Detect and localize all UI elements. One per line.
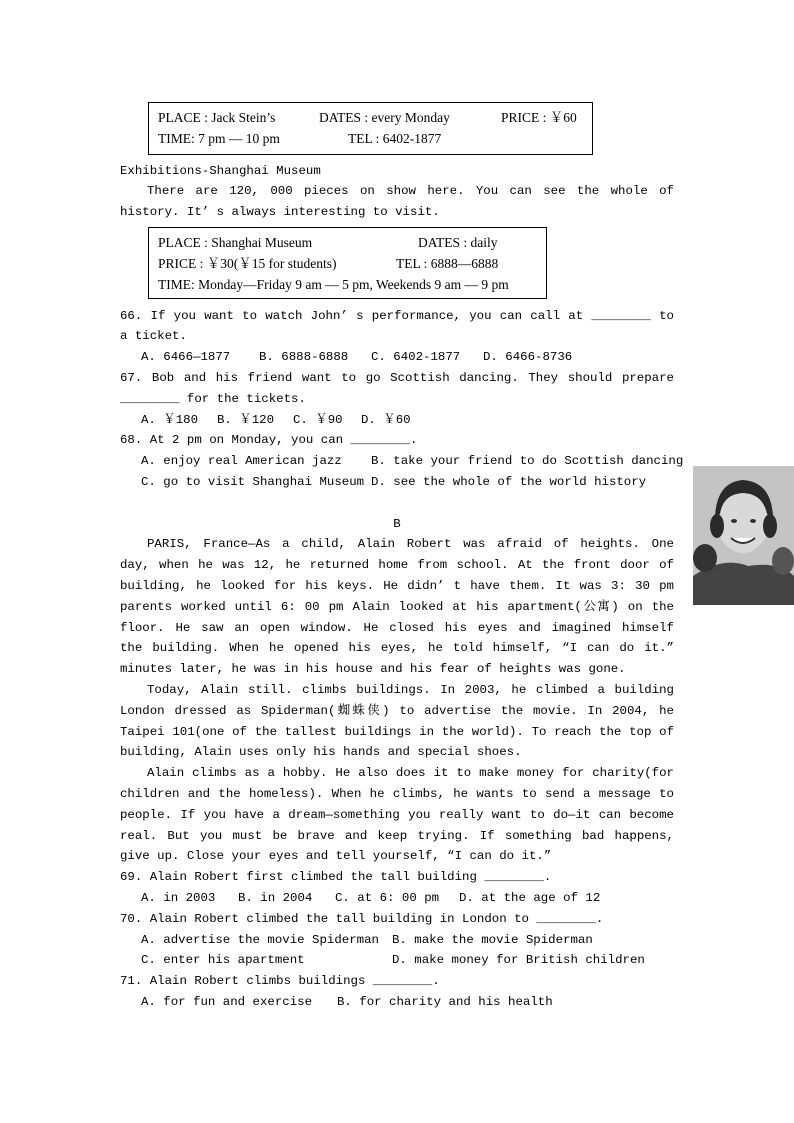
option: B. 6888-6888 [259, 350, 349, 365]
options-70 [120, 950, 674, 971]
passage-line: people. If you have a dream—something you really want to do—it can become [120, 807, 674, 822]
question-67: 67. Bob and his friend want to go Scottish dancing. They should prepare [120, 370, 674, 385]
question-68: 68. At 2 pm on Monday, you can ________. [120, 433, 418, 448]
questions-a [120, 306, 684, 1013]
place: PLACE : Jack Stein’s [158, 110, 276, 125]
price: PRICE : ￥60 [501, 110, 577, 125]
option: B. make the movie Spiderman [392, 932, 593, 947]
passage-line: children and the homeless). When he climbs, he wants to send a message to [120, 786, 674, 801]
passage-line: floor. He saw an open window. He closed his eyes and imagined himself [120, 620, 674, 635]
option: C. ￥90 [293, 412, 343, 427]
options-69 [120, 888, 674, 909]
option: A. ￥180 [141, 412, 199, 427]
question-66: a ticket. [120, 329, 187, 344]
exhibition-section [120, 161, 674, 223]
question-70: 70. Alain Robert climbed the tall building in London to ________. [120, 911, 604, 926]
exhibition-title: Exhibitions-Shanghai Museum [120, 163, 321, 178]
photo-climber [693, 466, 794, 605]
options-66 [120, 347, 674, 368]
question-69: 69. Alain Robert first climbed the tall building ________. [120, 870, 552, 885]
place: PLACE : Shanghai Museum [158, 235, 313, 250]
passage-line: day, when he was 12, he returned home from school. At the front door of [120, 558, 674, 573]
exhibition-text: There are 120, 000 pieces on show here. You can see the whole of [147, 184, 674, 199]
option: A. advertise the movie Spiderman [141, 932, 379, 947]
option: D. ￥60 [361, 412, 411, 427]
option: B. in 2004 [238, 890, 313, 905]
option: C. 6402-1877 [371, 350, 461, 365]
option: D. 6466-8736 [483, 350, 573, 365]
option: D. at the age of 12 [459, 890, 601, 905]
option: D. make money for British children [392, 953, 645, 968]
option: A. for fun and exercise [141, 994, 313, 1009]
options-68 [120, 472, 674, 493]
info-box-jazz [148, 102, 593, 155]
passage-line: PARIS, France—As a child, Alain Robert was afraid of heights. One [147, 537, 674, 552]
option: C. at 6: 00 pm [335, 890, 440, 905]
exhibition-text: history. It’ s always interesting to visit. [120, 205, 440, 220]
option: A. in 2003 [141, 890, 216, 905]
passage-line: Today, Alain still. climbs buildings. In 2003, he climbed a building [147, 682, 674, 697]
options-70 [120, 930, 674, 951]
section-b-heading: B [393, 516, 401, 531]
info-box-museum [148, 227, 547, 299]
options-68 [120, 451, 684, 472]
passage-line: real. But you must be brave and keep trying. If something bad happens, [120, 828, 674, 843]
options-71 [120, 992, 674, 1013]
passage-line: minutes later, he was in his house and his fear of heights was gone. [120, 662, 626, 677]
question-67: ________ for the tickets. [120, 391, 306, 406]
passage-line: Alain climbs as a hobby. He also does it to make money for charity(for [147, 766, 674, 781]
option: C. enter his apartment [141, 953, 305, 968]
passage [120, 534, 674, 867]
time: TIME: Monday—Friday 9 am — 5 pm, Weekends 9 am — 9 pm [158, 277, 509, 292]
option: A. 6466—1877 [141, 350, 231, 365]
dates: DATES : every Monday [319, 110, 450, 125]
time: TIME: 7 pm — 10 pm [158, 131, 280, 146]
passage-line: the building. When he opened his eyes, he told himself, “I can do it.” [120, 641, 674, 656]
question-66: 66. If you want to watch John’ s performance, you can call at ________ to [120, 308, 674, 323]
price: PRICE : ￥30(￥15 for students) [158, 256, 337, 271]
passage-line: give up. Close your eyes and tell yourself, “I can do it.” [120, 849, 552, 864]
passage-line: London dressed as Spiderman(蜘蛛侠) to advertise the movie. In 2004, he [120, 703, 674, 718]
passage-line: building, he looked for his keys. He didn’ t have them. It was 3: 30 pm [120, 578, 674, 593]
option: B. for charity and his health [337, 994, 553, 1009]
passage-line: Taipei 101(one of the tallest buildings in the world). To reach the top of [120, 724, 674, 739]
option: D. see the whole of the world history [371, 474, 647, 489]
tel: TEL : 6402-1877 [348, 131, 442, 146]
dates: DATES : daily [418, 235, 498, 250]
option: C. go to visit Shanghai Museum [141, 474, 365, 489]
options-67 [120, 410, 674, 431]
question-71: 71. Alain Robert climbs buildings ________. [120, 974, 440, 989]
passage-line: building, Alain uses only his hands and special shoes. [120, 745, 522, 760]
passage-line: parents worked until 6: 00 pm Alain looked at his apartment(公寓) on the [120, 599, 674, 614]
option: B. take your friend to do Scottish dancing [371, 454, 684, 469]
tel: TEL : 6888—6888 [396, 256, 499, 271]
option: A. enjoy real American jazz [141, 454, 342, 469]
option: B. ￥120 [217, 412, 275, 427]
